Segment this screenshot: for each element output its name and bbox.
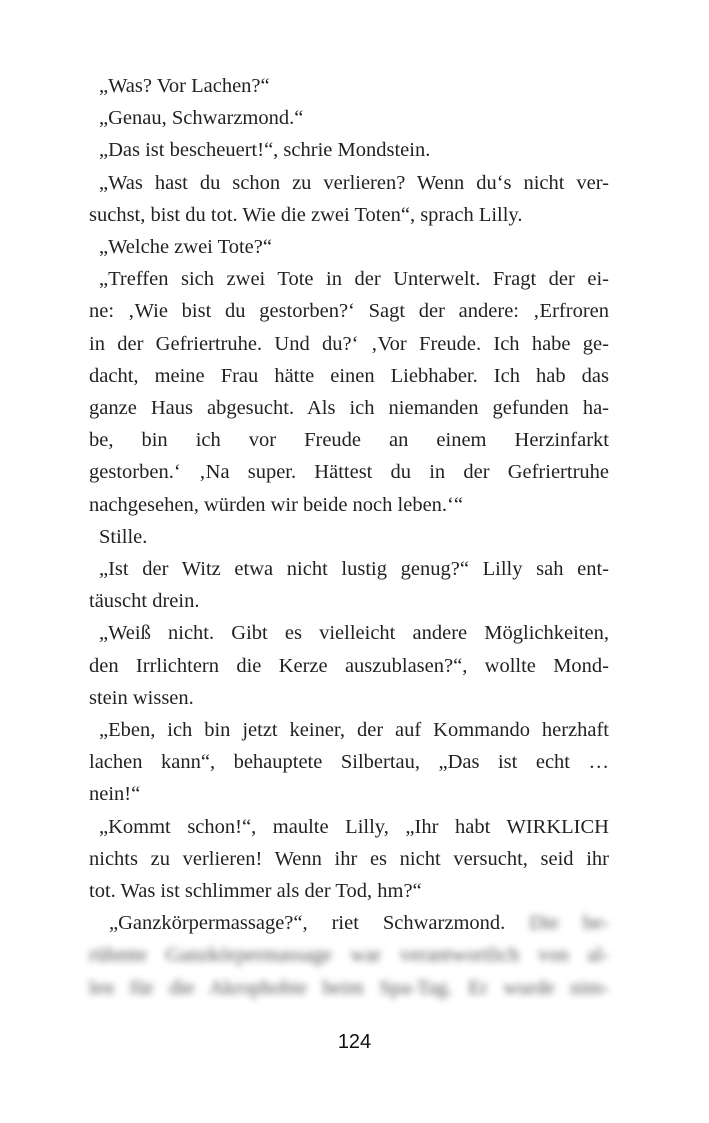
blurred-text-line: len für die Akrophobie beim Spa-Tag. Er wurde nim- xyxy=(89,976,609,999)
text-line: stein wissen. xyxy=(89,686,194,709)
text-line: nein!“ xyxy=(89,783,141,806)
paragraph xyxy=(89,134,609,166)
paragraph xyxy=(89,553,609,617)
text-line: „Was? Vor Lachen?“ xyxy=(99,75,270,97)
text-line: ganze Haus abgesucht. Als ich niemanden gefunden ha- xyxy=(89,397,609,420)
blurred-text-line: rühmte Ganzkörpermassage war verantwortlich von al- xyxy=(89,944,609,967)
text-line: „Ist der Witz etwa nicht lustig genug?“ Lilly sah ent- xyxy=(99,558,609,581)
text-line: nachgesehen, würden wir beide noch leben.‘“ xyxy=(89,493,463,516)
text-line: „Genau, Schwarzmond.“ xyxy=(99,107,304,130)
blurred-text: Die be- xyxy=(529,912,609,935)
paragraph xyxy=(89,263,609,521)
text-line: „Was hast du schon zu verlieren? Wenn du‘s nicht ver- xyxy=(99,171,609,194)
text-line: lachen kann“, behauptete Silbertau, „Das ist echt … xyxy=(89,751,609,774)
text-line: den Irrlichtern die Kerze auszublasen?“, wollte Mond- xyxy=(89,654,609,677)
text-line xyxy=(89,907,609,939)
text-line: „Eben, ich bin jetzt keiner, der auf Kommando herzhaft xyxy=(99,719,609,742)
page-number: 124 xyxy=(337,1031,372,1053)
text-line: gestorben.‘ ‚Na super. Hättest du in der Gefriertruhe xyxy=(89,461,609,484)
text-line: „Welche zwei Tote?“ xyxy=(99,236,272,259)
text-line: „Das ist bescheuert!“, schrie Mondstein. xyxy=(99,139,431,162)
text-line: Stille. xyxy=(99,525,148,548)
text-line: be, bin ich vor Freude an einem Herzinfarkt xyxy=(89,429,609,452)
visible-text: „Ganzkörpermassage?“, riet Schwarzmond. xyxy=(109,912,506,935)
paragraph xyxy=(89,811,609,908)
text-line: nichts zu verlieren! Wenn ihr es nicht versucht, seid ihr xyxy=(89,847,609,870)
text-line: tot. Was ist schlimmer als der Tod, hm?“ xyxy=(89,880,422,903)
paragraph-partially-blurred xyxy=(89,907,609,1004)
text-line: „Treffen sich zwei Tote in der Unterwelt. Fragt der ei- xyxy=(99,268,609,291)
text-line: dacht, meine Frau hätte einen Liebhaber. Ich hab das xyxy=(89,364,609,387)
text-line: ne: ‚Wie bist du gestorben?‘ Sagt der andere: ‚Erfroren xyxy=(89,300,609,323)
paragraph xyxy=(89,714,609,811)
paragraph xyxy=(89,231,609,263)
text-line: in der Gefriertruhe. Und du?‘ ‚Vor Freude. Ich habe ge- xyxy=(89,332,609,355)
paragraph xyxy=(89,617,609,714)
paragraph xyxy=(89,102,609,134)
body-text xyxy=(89,70,609,1004)
text-line: „Weiß nicht. Gibt es vielleicht andere Möglichkeiten, xyxy=(99,622,609,645)
text-line: suchst, bist du tot. Wie die zwei Toten“, sprach Lilly. xyxy=(89,203,523,226)
text-line: „Kommt schon!“, maulte Lilly, „Ihr habt WIRKLICH xyxy=(99,815,609,838)
text-line: täuscht drein. xyxy=(89,590,200,613)
paragraph xyxy=(89,70,609,102)
paragraph xyxy=(89,167,609,231)
paragraph xyxy=(89,521,609,553)
